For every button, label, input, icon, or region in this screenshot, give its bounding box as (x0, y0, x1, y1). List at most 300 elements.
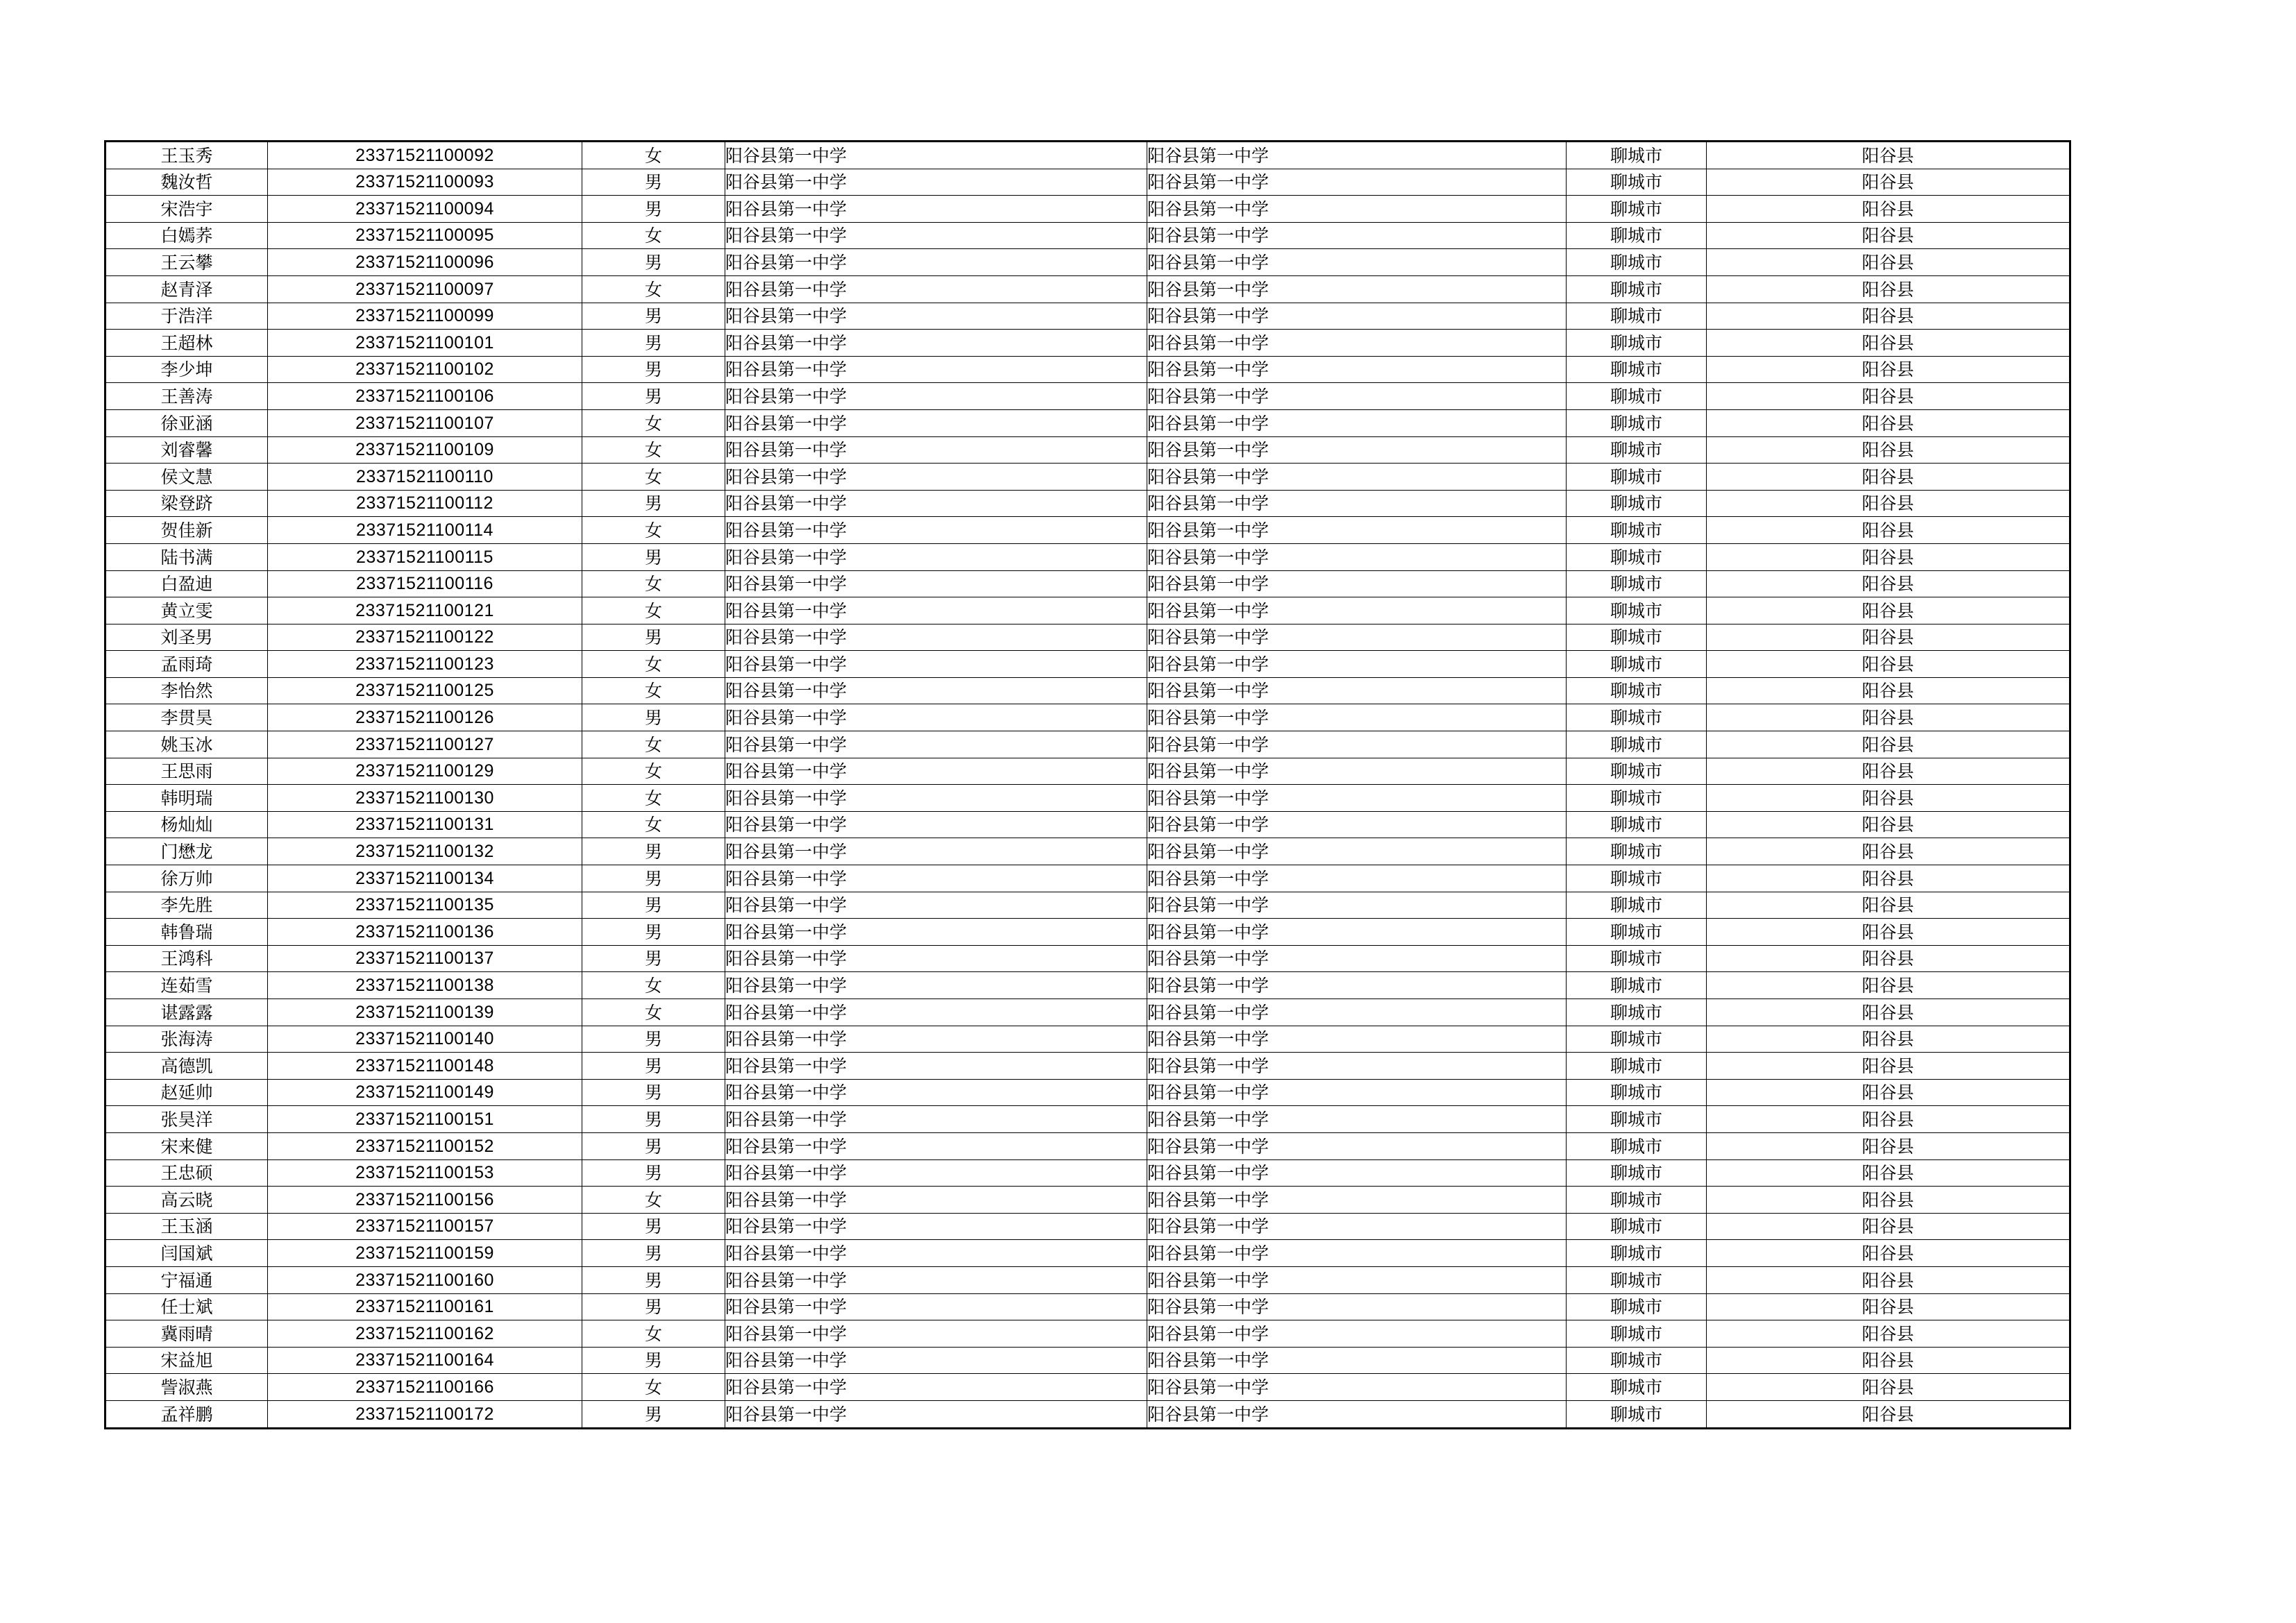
county-cell: 阳谷县 (1707, 1213, 2070, 1240)
exam-number-cell: 23371521100129 (268, 758, 582, 785)
enrollment-school-cell: 阳谷县第一中学 (1147, 999, 1567, 1026)
school-cell: 阳谷县第一中学 (725, 356, 1147, 383)
table-row (105, 1266, 2070, 1293)
city-cell: 聊城市 (1567, 570, 1707, 597)
city-cell: 聊城市 (1567, 543, 1707, 570)
student-name-cell: 王玉涵 (105, 1213, 268, 1240)
table-row (105, 999, 2070, 1026)
school-cell: 阳谷县第一中学 (725, 1213, 1147, 1240)
school-cell: 阳谷县第一中学 (725, 1374, 1147, 1401)
student-name-cell: 魏汝哲 (105, 169, 268, 196)
county-cell: 阳谷县 (1707, 1374, 2070, 1401)
city-cell: 聊城市 (1567, 142, 1707, 169)
exam-number-cell: 23371521100166 (268, 1374, 582, 1401)
enrollment-school-cell: 阳谷县第一中学 (1147, 1026, 1567, 1053)
exam-number-cell: 23371521100156 (268, 1187, 582, 1214)
school-cell: 阳谷县第一中学 (725, 436, 1147, 464)
student-name-cell: 白盈迪 (105, 570, 268, 597)
school-cell: 阳谷县第一中学 (725, 383, 1147, 410)
school-cell: 阳谷县第一中学 (725, 704, 1147, 731)
city-cell: 聊城市 (1567, 704, 1707, 731)
school-cell: 阳谷县第一中学 (725, 196, 1147, 223)
student-name-cell: 宋益旭 (105, 1347, 268, 1374)
county-cell: 阳谷县 (1707, 999, 2070, 1026)
city-cell: 聊城市 (1567, 222, 1707, 249)
table-row (105, 1320, 2070, 1348)
gender-cell: 女 (582, 1187, 725, 1214)
student-name-cell: 冀雨晴 (105, 1320, 268, 1348)
city-cell: 聊城市 (1567, 1106, 1707, 1133)
student-name-cell: 訾淑燕 (105, 1374, 268, 1401)
exam-number-cell: 23371521100114 (268, 517, 582, 544)
table-row (105, 169, 2070, 196)
gender-cell: 男 (582, 1213, 725, 1240)
city-cell: 聊城市 (1567, 1293, 1707, 1320)
exam-number-cell: 23371521100140 (268, 1026, 582, 1053)
student-name-cell: 于浩洋 (105, 303, 268, 330)
county-cell: 阳谷县 (1707, 624, 2070, 651)
exam-number-cell: 23371521100126 (268, 704, 582, 731)
school-cell: 阳谷县第一中学 (725, 972, 1147, 999)
school-cell: 阳谷县第一中学 (725, 1187, 1147, 1214)
school-cell: 阳谷县第一中学 (725, 1320, 1147, 1348)
exam-number-cell: 23371521100116 (268, 570, 582, 597)
exam-number-cell: 23371521100149 (268, 1079, 582, 1106)
gender-cell: 男 (582, 1106, 725, 1133)
county-cell: 阳谷县 (1707, 785, 2070, 812)
county-cell: 阳谷县 (1707, 543, 2070, 570)
enrollment-school-cell: 阳谷县第一中学 (1147, 624, 1567, 651)
exam-number-cell: 23371521100152 (268, 1132, 582, 1159)
student-name-cell: 李少坤 (105, 356, 268, 383)
county-cell: 阳谷县 (1707, 731, 2070, 758)
county-cell: 阳谷县 (1707, 972, 2070, 999)
city-cell: 聊城市 (1567, 1026, 1707, 1053)
city-cell: 聊城市 (1567, 464, 1707, 491)
school-cell: 阳谷县第一中学 (725, 945, 1147, 972)
student-name-cell: 韩明瑞 (105, 785, 268, 812)
table-row (105, 945, 2070, 972)
gender-cell: 女 (582, 1374, 725, 1401)
city-cell: 聊城市 (1567, 758, 1707, 785)
table-row (105, 303, 2070, 330)
county-cell: 阳谷县 (1707, 945, 2070, 972)
gender-cell: 男 (582, 1026, 725, 1053)
county-cell: 阳谷县 (1707, 196, 2070, 223)
enrollment-school-cell: 阳谷县第一中学 (1147, 464, 1567, 491)
table-row (105, 651, 2070, 678)
table-row (105, 785, 2070, 812)
student-name-cell: 赵延帅 (105, 1079, 268, 1106)
county-cell: 阳谷县 (1707, 464, 2070, 491)
enrollment-school-cell: 阳谷县第一中学 (1147, 543, 1567, 570)
exam-number-cell: 23371521100130 (268, 785, 582, 812)
school-cell: 阳谷县第一中学 (725, 543, 1147, 570)
school-cell: 阳谷县第一中学 (725, 1266, 1147, 1293)
county-cell: 阳谷县 (1707, 1240, 2070, 1267)
student-name-cell: 王超林 (105, 330, 268, 357)
county-cell: 阳谷县 (1707, 1132, 2070, 1159)
table-row (105, 543, 2070, 570)
exam-number-cell: 23371521100101 (268, 330, 582, 357)
exam-number-cell: 23371521100139 (268, 999, 582, 1026)
enrollment-school-cell: 阳谷县第一中学 (1147, 1132, 1567, 1159)
city-cell: 聊城市 (1567, 1266, 1707, 1293)
city-cell: 聊城市 (1567, 1187, 1707, 1214)
student-name-cell: 王忠硕 (105, 1159, 268, 1187)
enrollment-school-cell: 阳谷县第一中学 (1147, 249, 1567, 276)
county-cell: 阳谷县 (1707, 490, 2070, 517)
school-cell: 阳谷县第一中学 (725, 758, 1147, 785)
county-cell: 阳谷县 (1707, 1079, 2070, 1106)
table-row (105, 1026, 2070, 1053)
table-row (105, 570, 2070, 597)
school-cell: 阳谷县第一中学 (725, 142, 1147, 169)
gender-cell: 男 (582, 383, 725, 410)
enrollment-school-cell: 阳谷县第一中学 (1147, 436, 1567, 464)
enrollment-school-cell: 阳谷县第一中学 (1147, 865, 1567, 892)
city-cell: 聊城市 (1567, 436, 1707, 464)
city-cell: 聊城市 (1567, 1347, 1707, 1374)
enrollment-school-cell: 阳谷县第一中学 (1147, 383, 1567, 410)
county-cell: 阳谷县 (1707, 169, 2070, 196)
enrollment-school-cell: 阳谷县第一中学 (1147, 517, 1567, 544)
school-cell: 阳谷县第一中学 (725, 1293, 1147, 1320)
city-cell: 聊城市 (1567, 356, 1707, 383)
table-row (105, 731, 2070, 758)
enrollment-school-cell: 阳谷县第一中学 (1147, 731, 1567, 758)
school-cell: 阳谷县第一中学 (725, 892, 1147, 919)
gender-cell: 女 (582, 785, 725, 812)
exam-number-cell: 23371521100138 (268, 972, 582, 999)
school-cell: 阳谷县第一中学 (725, 865, 1147, 892)
gender-cell: 女 (582, 142, 725, 169)
county-cell: 阳谷县 (1707, 570, 2070, 597)
table-row (105, 490, 2070, 517)
county-cell: 阳谷县 (1707, 222, 2070, 249)
gender-cell: 男 (582, 490, 725, 517)
enrollment-school-cell: 阳谷县第一中学 (1147, 196, 1567, 223)
gender-cell: 女 (582, 464, 725, 491)
county-cell: 阳谷县 (1707, 1026, 2070, 1053)
school-cell: 阳谷县第一中学 (725, 303, 1147, 330)
student-name-cell: 张海涛 (105, 1026, 268, 1053)
exam-number-cell: 23371521100121 (268, 597, 582, 624)
school-cell: 阳谷县第一中学 (725, 624, 1147, 651)
gender-cell: 女 (582, 972, 725, 999)
city-cell: 聊城市 (1567, 249, 1707, 276)
gender-cell: 男 (582, 945, 725, 972)
exam-number-cell: 23371521100161 (268, 1293, 582, 1320)
school-cell: 阳谷县第一中学 (725, 249, 1147, 276)
student-name-cell: 宁福通 (105, 1266, 268, 1293)
school-cell: 阳谷县第一中学 (725, 1159, 1147, 1187)
table-row (105, 1400, 2070, 1428)
city-cell: 聊城市 (1567, 945, 1707, 972)
gender-cell: 男 (582, 838, 725, 865)
enrollment-school-cell: 阳谷县第一中学 (1147, 892, 1567, 919)
city-cell: 聊城市 (1567, 409, 1707, 436)
student-name-cell: 高云晓 (105, 1187, 268, 1214)
city-cell: 聊城市 (1567, 865, 1707, 892)
table-row (105, 222, 2070, 249)
gender-cell: 男 (582, 919, 725, 946)
school-cell: 阳谷县第一中学 (725, 838, 1147, 865)
enrollment-school-cell: 阳谷县第一中学 (1147, 169, 1567, 196)
table-row (105, 677, 2070, 704)
gender-cell: 男 (582, 1079, 725, 1106)
table-row (105, 1347, 2070, 1374)
roster-sheet (104, 140, 2069, 1429)
gender-cell: 男 (582, 543, 725, 570)
gender-cell: 女 (582, 597, 725, 624)
enrollment-school-cell: 阳谷县第一中学 (1147, 1320, 1567, 1348)
city-cell: 聊城市 (1567, 1159, 1707, 1187)
exam-number-cell: 23371521100162 (268, 1320, 582, 1348)
gender-cell: 女 (582, 999, 725, 1026)
exam-number-cell: 23371521100127 (268, 731, 582, 758)
table-row (105, 838, 2070, 865)
student-name-cell: 李贯昊 (105, 704, 268, 731)
school-cell: 阳谷县第一中学 (725, 1053, 1147, 1080)
gender-cell: 女 (582, 275, 725, 303)
enrollment-school-cell: 阳谷县第一中学 (1147, 1053, 1567, 1080)
gender-cell: 男 (582, 196, 725, 223)
table-row (105, 704, 2070, 731)
gender-cell: 女 (582, 409, 725, 436)
enrollment-school-cell: 阳谷县第一中学 (1147, 1106, 1567, 1133)
city-cell: 聊城市 (1567, 1079, 1707, 1106)
gender-cell: 男 (582, 1159, 725, 1187)
county-cell: 阳谷县 (1707, 142, 2070, 169)
student-name-cell: 连茹雪 (105, 972, 268, 999)
gender-cell: 男 (582, 865, 725, 892)
table-row (105, 464, 2070, 491)
city-cell: 聊城市 (1567, 811, 1707, 838)
city-cell: 聊城市 (1567, 517, 1707, 544)
school-cell: 阳谷县第一中学 (725, 731, 1147, 758)
gender-cell: 男 (582, 704, 725, 731)
student-name-cell: 侯文慧 (105, 464, 268, 491)
gender-cell: 男 (582, 892, 725, 919)
county-cell: 阳谷县 (1707, 1266, 2070, 1293)
enrollment-school-cell: 阳谷县第一中学 (1147, 1213, 1567, 1240)
student-name-cell: 陆书满 (105, 543, 268, 570)
city-cell: 聊城市 (1567, 169, 1707, 196)
student-name-cell: 刘圣男 (105, 624, 268, 651)
student-name-cell: 贺佳新 (105, 517, 268, 544)
school-cell: 阳谷县第一中学 (725, 811, 1147, 838)
student-name-cell: 李先胜 (105, 892, 268, 919)
county-cell: 阳谷县 (1707, 1106, 2070, 1133)
city-cell: 聊城市 (1567, 1400, 1707, 1428)
exam-number-cell: 23371521100131 (268, 811, 582, 838)
enrollment-school-cell: 阳谷县第一中学 (1147, 142, 1567, 169)
student-name-cell: 梁登跻 (105, 490, 268, 517)
table-row (105, 1132, 2070, 1159)
exam-number-cell: 23371521100097 (268, 275, 582, 303)
student-name-cell: 王云攀 (105, 249, 268, 276)
gender-cell: 女 (582, 436, 725, 464)
exam-number-cell: 23371521100164 (268, 1347, 582, 1374)
table-row (105, 517, 2070, 544)
enrollment-school-cell: 阳谷县第一中学 (1147, 1240, 1567, 1267)
table-row (105, 1213, 2070, 1240)
exam-number-cell: 23371521100096 (268, 249, 582, 276)
student-name-cell: 刘睿馨 (105, 436, 268, 464)
exam-number-cell: 23371521100092 (268, 142, 582, 169)
enrollment-school-cell: 阳谷县第一中学 (1147, 1374, 1567, 1401)
county-cell: 阳谷县 (1707, 1159, 2070, 1187)
school-cell: 阳谷县第一中学 (725, 464, 1147, 491)
student-name-cell: 孟雨琦 (105, 651, 268, 678)
county-cell: 阳谷县 (1707, 1400, 2070, 1428)
table-row (105, 383, 2070, 410)
county-cell: 阳谷县 (1707, 1053, 2070, 1080)
county-cell: 阳谷县 (1707, 356, 2070, 383)
student-name-cell: 门懋龙 (105, 838, 268, 865)
county-cell: 阳谷县 (1707, 409, 2070, 436)
gender-cell: 男 (582, 1132, 725, 1159)
enrollment-school-cell: 阳谷县第一中学 (1147, 704, 1567, 731)
gender-cell: 男 (582, 1400, 725, 1428)
county-cell: 阳谷县 (1707, 383, 2070, 410)
school-cell: 阳谷县第一中学 (725, 651, 1147, 678)
gender-cell: 女 (582, 570, 725, 597)
city-cell: 聊城市 (1567, 383, 1707, 410)
table-row (105, 249, 2070, 276)
school-cell: 阳谷县第一中学 (725, 597, 1147, 624)
table-row (105, 1106, 2070, 1133)
gender-cell: 男 (582, 1347, 725, 1374)
gender-cell: 女 (582, 677, 725, 704)
enrollment-school-cell: 阳谷县第一中学 (1147, 570, 1567, 597)
gender-cell: 男 (582, 356, 725, 383)
county-cell: 阳谷县 (1707, 1187, 2070, 1214)
table-row (105, 356, 2070, 383)
student-name-cell: 王善涛 (105, 383, 268, 410)
city-cell: 聊城市 (1567, 677, 1707, 704)
student-name-cell: 徐亚涵 (105, 409, 268, 436)
school-cell: 阳谷县第一中学 (725, 1132, 1147, 1159)
table-row (105, 1374, 2070, 1401)
county-cell: 阳谷县 (1707, 303, 2070, 330)
school-cell: 阳谷县第一中学 (725, 570, 1147, 597)
enrollment-school-cell: 阳谷县第一中学 (1147, 919, 1567, 946)
student-name-cell: 李怡然 (105, 677, 268, 704)
exam-number-cell: 23371521100153 (268, 1159, 582, 1187)
city-cell: 聊城市 (1567, 1053, 1707, 1080)
county-cell: 阳谷县 (1707, 919, 2070, 946)
exam-number-cell: 23371521100132 (268, 838, 582, 865)
enrollment-school-cell: 阳谷县第一中学 (1147, 1293, 1567, 1320)
student-name-cell: 赵青泽 (105, 275, 268, 303)
school-cell: 阳谷县第一中学 (725, 1347, 1147, 1374)
gender-cell: 男 (582, 169, 725, 196)
table-row (105, 919, 2070, 946)
table-row (105, 1187, 2070, 1214)
enrollment-school-cell: 阳谷县第一中学 (1147, 409, 1567, 436)
enrollment-school-cell: 阳谷县第一中学 (1147, 811, 1567, 838)
table-row (105, 758, 2070, 785)
enrollment-school-cell: 阳谷县第一中学 (1147, 490, 1567, 517)
enrollment-school-cell: 阳谷县第一中学 (1147, 972, 1567, 999)
city-cell: 聊城市 (1567, 1320, 1707, 1348)
school-cell: 阳谷县第一中学 (725, 1026, 1147, 1053)
gender-cell: 男 (582, 1293, 725, 1320)
school-cell: 阳谷县第一中学 (725, 785, 1147, 812)
exam-number-cell: 23371521100095 (268, 222, 582, 249)
exam-number-cell: 23371521100123 (268, 651, 582, 678)
county-cell: 阳谷县 (1707, 1293, 2070, 1320)
exam-number-cell: 23371521100106 (268, 383, 582, 410)
school-cell: 阳谷县第一中学 (725, 1400, 1147, 1428)
gender-cell: 男 (582, 303, 725, 330)
city-cell: 聊城市 (1567, 490, 1707, 517)
table-row (105, 1159, 2070, 1187)
table-row (105, 409, 2070, 436)
school-cell: 阳谷县第一中学 (725, 275, 1147, 303)
gender-cell: 男 (582, 1240, 725, 1267)
table-row (105, 624, 2070, 651)
table-row (105, 1079, 2070, 1106)
enrollment-school-cell: 阳谷县第一中学 (1147, 838, 1567, 865)
exam-number-cell: 23371521100135 (268, 892, 582, 919)
table-row (105, 1053, 2070, 1080)
county-cell: 阳谷县 (1707, 811, 2070, 838)
city-cell: 聊城市 (1567, 330, 1707, 357)
gender-cell: 男 (582, 249, 725, 276)
city-cell: 聊城市 (1567, 999, 1707, 1026)
school-cell: 阳谷县第一中学 (725, 330, 1147, 357)
gender-cell: 女 (582, 811, 725, 838)
school-cell: 阳谷县第一中学 (725, 409, 1147, 436)
county-cell: 阳谷县 (1707, 677, 2070, 704)
student-name-cell: 闫国斌 (105, 1240, 268, 1267)
school-cell: 阳谷县第一中学 (725, 169, 1147, 196)
table-row (105, 865, 2070, 892)
county-cell: 阳谷县 (1707, 865, 2070, 892)
enrollment-school-cell: 阳谷县第一中学 (1147, 1400, 1567, 1428)
enrollment-school-cell: 阳谷县第一中学 (1147, 945, 1567, 972)
table-row (105, 1240, 2070, 1267)
city-cell: 聊城市 (1567, 303, 1707, 330)
student-name-cell: 姚玉冰 (105, 731, 268, 758)
county-cell: 阳谷县 (1707, 249, 2070, 276)
county-cell: 阳谷县 (1707, 330, 2070, 357)
enrollment-school-cell: 阳谷县第一中学 (1147, 222, 1567, 249)
enrollment-school-cell: 阳谷县第一中学 (1147, 1266, 1567, 1293)
exam-number-cell: 23371521100148 (268, 1053, 582, 1080)
table-row (105, 972, 2070, 999)
exam-number-cell: 23371521100107 (268, 409, 582, 436)
city-cell: 聊城市 (1567, 651, 1707, 678)
enrollment-school-cell: 阳谷县第一中学 (1147, 758, 1567, 785)
table-row (105, 330, 2070, 357)
student-name-cell: 王鸿科 (105, 945, 268, 972)
table-row (105, 811, 2070, 838)
city-cell: 聊城市 (1567, 196, 1707, 223)
exam-number-cell: 23371521100093 (268, 169, 582, 196)
exam-number-cell: 23371521100157 (268, 1213, 582, 1240)
student-name-cell: 孟祥鹏 (105, 1400, 268, 1428)
county-cell: 阳谷县 (1707, 436, 2070, 464)
enrollment-school-cell: 阳谷县第一中学 (1147, 1159, 1567, 1187)
gender-cell: 男 (582, 330, 725, 357)
city-cell: 聊城市 (1567, 275, 1707, 303)
school-cell: 阳谷县第一中学 (725, 1240, 1147, 1267)
exam-number-cell: 23371521100134 (268, 865, 582, 892)
